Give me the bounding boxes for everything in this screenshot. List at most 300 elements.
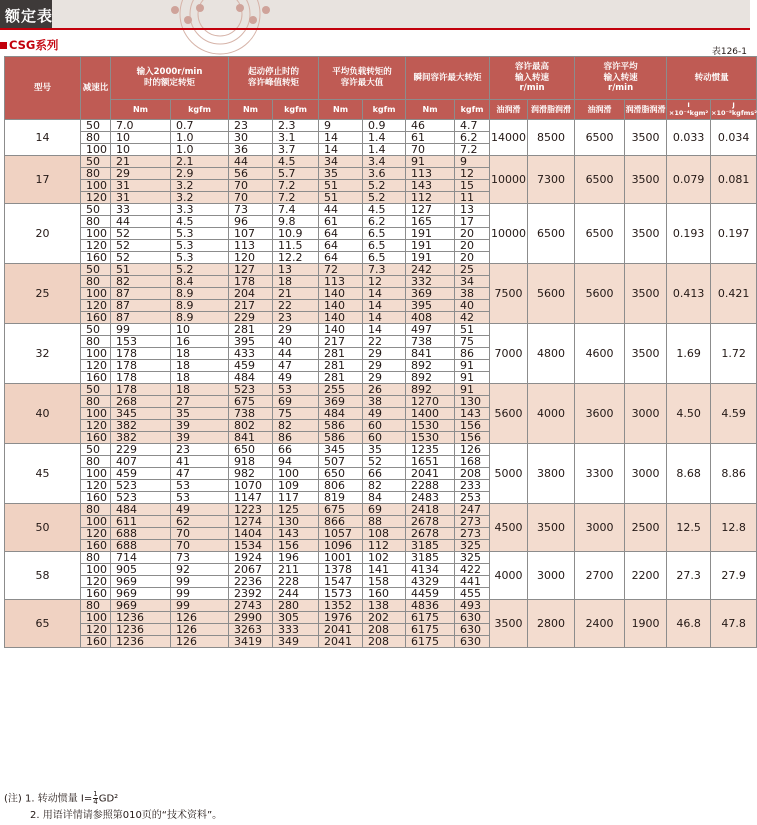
- avg-speed-oil-cell: 5600: [575, 264, 625, 324]
- avg-kgfm-cell: 84: [363, 492, 406, 504]
- rated-kgfm-cell: 39: [171, 420, 229, 432]
- peak-kgfm-cell: 125: [273, 504, 319, 516]
- ratio-cell: 100: [81, 468, 111, 480]
- rating-table: [4, 56, 757, 648]
- avg-speed-grease-cell: 2200: [625, 552, 667, 600]
- rated-nm-cell: 99: [111, 324, 171, 336]
- peak-kgfm-cell: 53: [273, 384, 319, 396]
- avg-speed-grease-cell: 3500: [625, 204, 667, 264]
- momentary-nm-cell: 2678: [406, 528, 455, 540]
- peak-kgfm-cell: 3.1: [273, 132, 319, 144]
- momentary-kgfm-cell: 91: [455, 360, 490, 372]
- table-ref: 表126-1: [711, 47, 747, 57]
- peak-kgfm-cell: 7.2: [273, 180, 319, 192]
- peak-kgfm-cell: 18: [273, 276, 319, 288]
- momentary-kgfm-cell: 25: [455, 264, 490, 276]
- momentary-kgfm-cell: 20: [455, 240, 490, 252]
- ratio-cell: 80: [81, 216, 111, 228]
- ratio-cell: 100: [81, 228, 111, 240]
- avg-kgfm-cell: 14: [363, 324, 406, 336]
- rated-nm-cell: 178: [111, 348, 171, 360]
- inertia-j-cell: 27.9: [711, 552, 757, 600]
- momentary-kgfm-cell: 325: [455, 552, 490, 564]
- momentary-kgfm-cell: 9: [455, 156, 490, 168]
- peak-nm-cell: 802: [229, 420, 273, 432]
- rated-kgfm-cell: 70: [171, 540, 229, 552]
- momentary-kgfm-cell: 6.2: [455, 132, 490, 144]
- momentary-kgfm-cell: 42: [455, 312, 490, 324]
- max-speed-grease-cell: 4000: [528, 384, 575, 444]
- momentary-nm-cell: 1530: [406, 420, 455, 432]
- rated-nm-cell: 1236: [111, 624, 171, 636]
- peak-nm-cell: 3263: [229, 624, 273, 636]
- rated-kgfm-cell: 8.9: [171, 288, 229, 300]
- col-oil: 油润滑: [575, 100, 625, 120]
- peak-nm-cell: 675: [229, 396, 273, 408]
- peak-kgfm-cell: 13: [273, 264, 319, 276]
- col-model: 型号: [5, 57, 81, 120]
- rated-nm-cell: 178: [111, 360, 171, 372]
- rated-kgfm-cell: 126: [171, 612, 229, 624]
- avg-nm-cell: 140: [319, 324, 363, 336]
- col-avg-speed: [575, 57, 667, 100]
- rated-kgfm-cell: 5.3: [171, 240, 229, 252]
- peak-kgfm-cell: 22: [273, 300, 319, 312]
- rated-kgfm-cell: 53: [171, 492, 229, 504]
- inertia-j-cell: 47.8: [711, 600, 757, 648]
- momentary-nm-cell: 3185: [406, 552, 455, 564]
- avg-nm-cell: 14: [319, 144, 363, 156]
- inertia-i-cell: 0.033: [667, 120, 711, 156]
- inertia-j-cell: 1.72: [711, 324, 757, 384]
- ratio-cell: 80: [81, 168, 111, 180]
- peak-nm-cell: 738: [229, 408, 273, 420]
- rated-nm-cell: 1236: [111, 636, 171, 648]
- max-speed-grease-cell: 6500: [528, 204, 575, 264]
- peak-nm-cell: 217: [229, 300, 273, 312]
- avg-nm-cell: 113: [319, 276, 363, 288]
- avg-speed-grease-cell: 3500: [625, 264, 667, 324]
- momentary-nm-cell: 2041: [406, 468, 455, 480]
- momentary-nm-cell: 1235: [406, 444, 455, 456]
- max-speed-oil-cell: 4500: [490, 504, 528, 552]
- model-cell: 45: [5, 444, 81, 504]
- peak-kgfm-cell: 280: [273, 600, 319, 612]
- model-cell: 20: [5, 204, 81, 264]
- avg-nm-cell: 1573: [319, 588, 363, 600]
- model-cell: 50: [5, 504, 81, 552]
- avg-kgfm-cell: 14: [363, 312, 406, 324]
- avg-nm-cell: 255: [319, 384, 363, 396]
- peak-kgfm-cell: 7.4: [273, 204, 319, 216]
- rated-kgfm-cell: 5.3: [171, 228, 229, 240]
- table-row: [5, 384, 757, 396]
- col-rated-torque: [111, 57, 229, 100]
- peak-kgfm-cell: 5.7: [273, 168, 319, 180]
- ratio-cell: 120: [81, 420, 111, 432]
- ratio-cell: 160: [81, 636, 111, 648]
- rated-kgfm-cell: 18: [171, 348, 229, 360]
- max-speed-grease-cell: 3000: [528, 552, 575, 600]
- ratio-cell: 120: [81, 192, 111, 204]
- peak-nm-cell: 120: [229, 252, 273, 264]
- rated-kgfm-cell: 92: [171, 564, 229, 576]
- avg-kgfm-cell: 158: [363, 576, 406, 588]
- avg-kgfm-cell: 82: [363, 480, 406, 492]
- peak-nm-cell: 3419: [229, 636, 273, 648]
- avg-nm-cell: 369: [319, 396, 363, 408]
- momentary-kgfm-cell: 40: [455, 300, 490, 312]
- momentary-kgfm-cell: 86: [455, 348, 490, 360]
- avg-speed-grease-cell: 1900: [625, 600, 667, 648]
- avg-nm-cell: 1352: [319, 600, 363, 612]
- rated-nm-cell: 969: [111, 588, 171, 600]
- square-bullet-icon: [0, 42, 7, 49]
- rated-kgfm-cell: 99: [171, 588, 229, 600]
- momentary-nm-cell: 46: [406, 120, 455, 132]
- rated-kgfm-cell: 10: [171, 324, 229, 336]
- model-cell: 40: [5, 384, 81, 444]
- peak-kgfm-cell: 29: [273, 324, 319, 336]
- rated-nm-cell: 523: [111, 492, 171, 504]
- fraction: [93, 791, 97, 806]
- momentary-kgfm-cell: 20: [455, 228, 490, 240]
- avg-kgfm-cell: 69: [363, 504, 406, 516]
- ratio-cell: 160: [81, 372, 111, 384]
- max-speed-oil-cell: 5000: [490, 444, 528, 504]
- rated-nm-cell: 82: [111, 276, 171, 288]
- peak-kgfm-cell: 109: [273, 480, 319, 492]
- momentary-nm-cell: 112: [406, 192, 455, 204]
- peak-nm-cell: 918: [229, 456, 273, 468]
- max-speed-oil-cell: 7000: [490, 324, 528, 384]
- table-row: [5, 204, 757, 216]
- model-cell: 58: [5, 552, 81, 600]
- ratio-cell: 50: [81, 384, 111, 396]
- ratio-cell: 120: [81, 300, 111, 312]
- avg-kgfm-cell: 35: [363, 444, 406, 456]
- avg-kgfm-cell: 14: [363, 300, 406, 312]
- rated-kgfm-cell: 18: [171, 384, 229, 396]
- peak-nm-cell: 70: [229, 192, 273, 204]
- rated-nm-cell: 714: [111, 552, 171, 564]
- avg-speed-oil-cell: 3300: [575, 444, 625, 504]
- peak-nm-cell: 1924: [229, 552, 273, 564]
- rated-nm-cell: 51: [111, 264, 171, 276]
- peak-kgfm-cell: 40: [273, 336, 319, 348]
- max-speed-grease-cell: 3800: [528, 444, 575, 504]
- peak-nm-cell: 44: [229, 156, 273, 168]
- ratio-cell: 100: [81, 180, 111, 192]
- avg-nm-cell: 140: [319, 288, 363, 300]
- avg-kgfm-cell: 3.6: [363, 168, 406, 180]
- momentary-nm-cell: 6175: [406, 612, 455, 624]
- max-speed-oil-cell: 3500: [490, 600, 528, 648]
- peak-nm-cell: 36: [229, 144, 273, 156]
- rated-nm-cell: 905: [111, 564, 171, 576]
- avg-kgfm-cell: 208: [363, 624, 406, 636]
- page-title: 额定表: [5, 7, 54, 25]
- momentary-kgfm-cell: 156: [455, 420, 490, 432]
- rated-nm-cell: 87: [111, 288, 171, 300]
- model-cell: 32: [5, 324, 81, 384]
- peak-kgfm-cell: 2.3: [273, 120, 319, 132]
- avg-speed-oil-cell: 2400: [575, 600, 625, 648]
- momentary-kgfm-cell: 17: [455, 216, 490, 228]
- momentary-nm-cell: 332: [406, 276, 455, 288]
- momentary-kgfm-cell: 441: [455, 576, 490, 588]
- inertia-i-cell: 4.50: [667, 384, 711, 444]
- momentary-kgfm-cell: 253: [455, 492, 490, 504]
- peak-nm-cell: 2392: [229, 588, 273, 600]
- inertia-i-cell: 0.079: [667, 156, 711, 204]
- rated-nm-cell: 484: [111, 504, 171, 516]
- momentary-kgfm-cell: 11: [455, 192, 490, 204]
- unit-nm: Nm: [406, 100, 455, 120]
- ratio-cell: 50: [81, 444, 111, 456]
- avg-kgfm-cell: 6.5: [363, 240, 406, 252]
- rated-nm-cell: 31: [111, 180, 171, 192]
- momentary-nm-cell: 143: [406, 180, 455, 192]
- avg-kgfm-cell: 49: [363, 408, 406, 420]
- momentary-nm-cell: 6175: [406, 636, 455, 648]
- col-inertia-i: [667, 100, 711, 120]
- ratio-cell: 160: [81, 252, 111, 264]
- avg-nm-cell: 140: [319, 300, 363, 312]
- avg-kgfm-cell: 208: [363, 636, 406, 648]
- peak-nm-cell: 523: [229, 384, 273, 396]
- momentary-kgfm-cell: 126: [455, 444, 490, 456]
- ratio-cell: 100: [81, 144, 111, 156]
- momentary-nm-cell: 4134: [406, 564, 455, 576]
- ratio-cell: 50: [81, 120, 111, 132]
- ratio-cell: 80: [81, 336, 111, 348]
- avg-torque-label: 平均负载转矩的 容许最大值: [332, 67, 392, 88]
- rated-kgfm-cell: 99: [171, 600, 229, 612]
- peak-nm-cell: 2236: [229, 576, 273, 588]
- rated-nm-cell: 1236: [111, 612, 171, 624]
- rated-kgfm-cell: 0.7: [171, 120, 229, 132]
- avg-nm-cell: 819: [319, 492, 363, 504]
- peak-nm-cell: 1534: [229, 540, 273, 552]
- avg-nm-cell: 35: [319, 168, 363, 180]
- peak-kgfm-cell: 23: [273, 312, 319, 324]
- peak-nm-cell: 56: [229, 168, 273, 180]
- unit-kgfm: kgfm: [171, 100, 229, 120]
- peak-nm-cell: 1404: [229, 528, 273, 540]
- momentary-kgfm-cell: 13: [455, 204, 490, 216]
- momentary-nm-cell: 892: [406, 360, 455, 372]
- rated-nm-cell: 382: [111, 432, 171, 444]
- peak-nm-cell: 2743: [229, 600, 273, 612]
- peak-nm-cell: 23: [229, 120, 273, 132]
- rated-kgfm-cell: 8.9: [171, 300, 229, 312]
- ratio-cell: 80: [81, 600, 111, 612]
- peak-kgfm-cell: 69: [273, 396, 319, 408]
- avg-nm-cell: 1547: [319, 576, 363, 588]
- momentary-nm-cell: 1530: [406, 432, 455, 444]
- avg-speed-oil-cell: 2700: [575, 552, 625, 600]
- inertia-j-cell: 12.8: [711, 504, 757, 552]
- peak-kgfm-cell: 3.7: [273, 144, 319, 156]
- peak-kgfm-cell: 10.9: [273, 228, 319, 240]
- avg-kgfm-cell: 102: [363, 552, 406, 564]
- avg-nm-cell: 1096: [319, 540, 363, 552]
- series-label: [0, 38, 58, 52]
- momentary-nm-cell: 2288: [406, 480, 455, 492]
- inertia-j-cell: 0.081: [711, 156, 757, 204]
- inertia-j-cell: 0.034: [711, 120, 757, 156]
- avg-speed-grease-cell: 3500: [625, 156, 667, 204]
- note-1-text: 1. 转动惯量 I=: [25, 793, 93, 805]
- avg-nm-cell: 14: [319, 132, 363, 144]
- inertia-j-cell: 0.421: [711, 264, 757, 324]
- rated-nm-cell: 33: [111, 204, 171, 216]
- rated-nm-cell: 87: [111, 300, 171, 312]
- rated-nm-cell: 153: [111, 336, 171, 348]
- peak-kgfm-cell: 244: [273, 588, 319, 600]
- avg-nm-cell: 61: [319, 216, 363, 228]
- avg-kgfm-cell: 12: [363, 276, 406, 288]
- avg-nm-cell: 586: [319, 432, 363, 444]
- peak-kgfm-cell: 211: [273, 564, 319, 576]
- avg-kgfm-cell: 66: [363, 468, 406, 480]
- momentary-kgfm-cell: 38: [455, 288, 490, 300]
- peak-kgfm-cell: 47: [273, 360, 319, 372]
- table-row: [5, 264, 757, 276]
- peak-nm-cell: 1223: [229, 504, 273, 516]
- rated-kgfm-cell: 35: [171, 408, 229, 420]
- avg-speed-grease-cell: 3500: [625, 120, 667, 156]
- unit-nm: Nm: [111, 100, 171, 120]
- peak-nm-cell: 96: [229, 216, 273, 228]
- peak-kgfm-cell: 75: [273, 408, 319, 420]
- peak-kgfm-cell: 7.2: [273, 192, 319, 204]
- col-peak-torque: [229, 57, 319, 100]
- avg-speed-oil-cell: 6500: [575, 120, 625, 156]
- rated-kgfm-cell: 70: [171, 528, 229, 540]
- col-momentary-torque: 瞬间容许最大转矩: [406, 57, 490, 100]
- momentary-kgfm-cell: 455: [455, 588, 490, 600]
- avg-nm-cell: 1976: [319, 612, 363, 624]
- momentary-nm-cell: 113: [406, 168, 455, 180]
- rated-nm-cell: 688: [111, 528, 171, 540]
- avg-speed-label: 容许平均 输入转速 r/min: [603, 62, 638, 94]
- momentary-nm-cell: 4459: [406, 588, 455, 600]
- avg-nm-cell: 72: [319, 264, 363, 276]
- inertia-j-cell: 0.197: [711, 204, 757, 264]
- rated-kgfm-cell: 3.3: [171, 204, 229, 216]
- rated-kgfm-cell: 18: [171, 372, 229, 384]
- col-grease: 润滑脂润滑: [625, 100, 667, 120]
- peak-nm-cell: 127: [229, 264, 273, 276]
- rated-kgfm-cell: 8.9: [171, 312, 229, 324]
- peak-nm-cell: 73: [229, 204, 273, 216]
- avg-speed-oil-cell: 4600: [575, 324, 625, 384]
- peak-nm-cell: 2990: [229, 612, 273, 624]
- max-speed-grease-cell: 7300: [528, 156, 575, 204]
- max-speed-grease-cell: 4800: [528, 324, 575, 384]
- peak-kgfm-cell: 4.5: [273, 156, 319, 168]
- momentary-kgfm-cell: 156: [455, 432, 490, 444]
- momentary-nm-cell: 242: [406, 264, 455, 276]
- col-inertia-j: [711, 100, 757, 120]
- momentary-kgfm-cell: 15: [455, 180, 490, 192]
- momentary-nm-cell: 2418: [406, 504, 455, 516]
- avg-nm-cell: 9: [319, 120, 363, 132]
- avg-kgfm-cell: 3.4: [363, 156, 406, 168]
- rated-kgfm-cell: 53: [171, 480, 229, 492]
- momentary-kgfm-cell: 208: [455, 468, 490, 480]
- col-inertia: 转动惯量: [667, 57, 757, 100]
- peak-torque-label: 起动停止时的 容许峰值转矩: [248, 67, 300, 88]
- rated-nm-cell: 52: [111, 240, 171, 252]
- ratio-cell: 160: [81, 588, 111, 600]
- avg-kgfm-cell: 29: [363, 372, 406, 384]
- table-row: [5, 120, 757, 132]
- peak-kgfm-cell: 143: [273, 528, 319, 540]
- ratio-cell: 160: [81, 492, 111, 504]
- momentary-nm-cell: 127: [406, 204, 455, 216]
- rated-nm-cell: 52: [111, 252, 171, 264]
- peak-nm-cell: 433: [229, 348, 273, 360]
- inertia-i-cell: 12.5: [667, 504, 711, 552]
- avg-kgfm-cell: 0.9: [363, 120, 406, 132]
- rated-nm-cell: 969: [111, 600, 171, 612]
- momentary-nm-cell: 1651: [406, 456, 455, 468]
- table-row: [5, 324, 757, 336]
- table-body: [5, 120, 757, 648]
- momentary-kgfm-cell: 130: [455, 396, 490, 408]
- momentary-nm-cell: 6175: [406, 624, 455, 636]
- fraction-den: 4: [93, 798, 98, 806]
- max-speed-grease-cell: 2800: [528, 600, 575, 648]
- rated-nm-cell: 688: [111, 540, 171, 552]
- col-max-speed: [490, 57, 575, 100]
- avg-nm-cell: 44: [319, 204, 363, 216]
- peak-nm-cell: 484: [229, 372, 273, 384]
- avg-nm-cell: 140: [319, 312, 363, 324]
- rated-nm-cell: 10: [111, 132, 171, 144]
- rated-kgfm-cell: 47: [171, 468, 229, 480]
- rated-nm-cell: 382: [111, 420, 171, 432]
- avg-speed-oil-cell: 6500: [575, 156, 625, 204]
- rated-kgfm-cell: 39: [171, 432, 229, 444]
- rated-kgfm-cell: 73: [171, 552, 229, 564]
- momentary-kgfm-cell: 51: [455, 324, 490, 336]
- avg-nm-cell: 64: [319, 240, 363, 252]
- max-speed-oil-cell: 14000: [490, 120, 528, 156]
- avg-nm-cell: 1057: [319, 528, 363, 540]
- momentary-nm-cell: 369: [406, 288, 455, 300]
- rated-nm-cell: 87: [111, 312, 171, 324]
- inertia-i-cell: 0.413: [667, 264, 711, 324]
- rated-kgfm-cell: 5.3: [171, 252, 229, 264]
- peak-kgfm-cell: 333: [273, 624, 319, 636]
- inertia-j-cell: 8.86: [711, 444, 757, 504]
- momentary-kgfm-cell: 4.7: [455, 120, 490, 132]
- momentary-nm-cell: 4836: [406, 600, 455, 612]
- max-speed-label: 容许最高 输入转速 r/min: [515, 62, 550, 94]
- ratio-cell: 100: [81, 408, 111, 420]
- ratio-cell: 80: [81, 276, 111, 288]
- rated-kgfm-cell: 16: [171, 336, 229, 348]
- max-speed-oil-cell: 4000: [490, 552, 528, 600]
- peak-kgfm-cell: 66: [273, 444, 319, 456]
- note-prefix: (注): [4, 793, 22, 805]
- peak-kgfm-cell: 305: [273, 612, 319, 624]
- note-2: 2. 用语详情请参照第010页的“技术资料”。: [30, 809, 223, 821]
